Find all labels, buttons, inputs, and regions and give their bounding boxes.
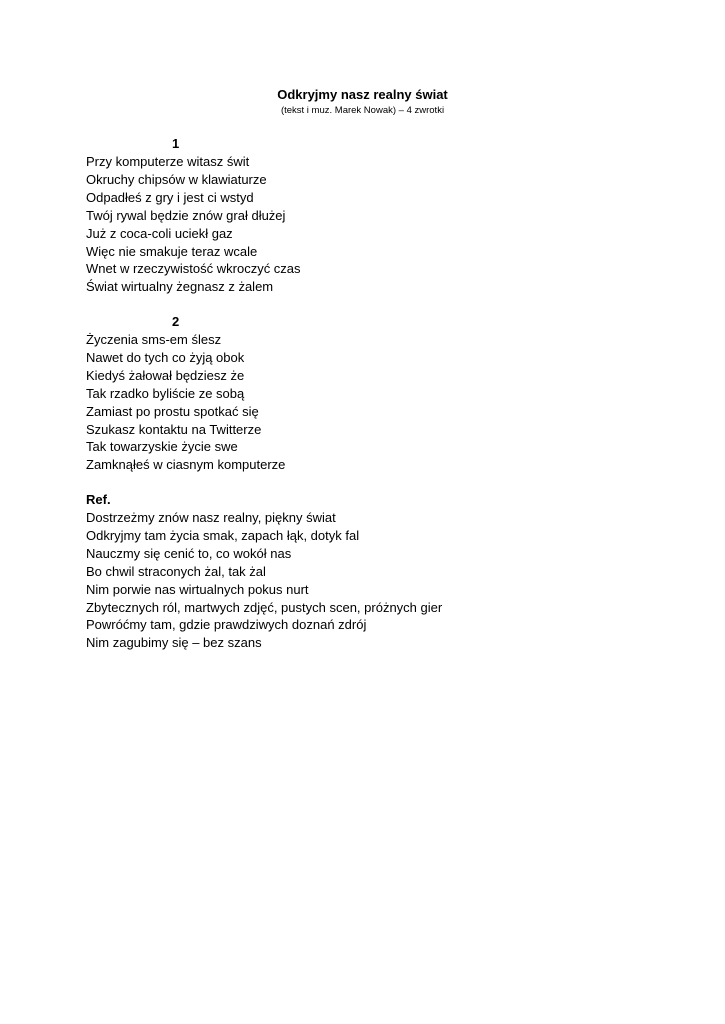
verse-2-heading: 2 bbox=[172, 314, 180, 329]
verse-line: Odpadłeś z gry i jest ci wstyd bbox=[86, 189, 254, 205]
refrain-line: Odkryjmy tam życia smak, zapach łąk, dotyk fal bbox=[86, 527, 360, 543]
verse-line: Szukasz kontaktu na Twitterze bbox=[86, 421, 262, 437]
verse-line: Zamiast po prostu spotkać się bbox=[86, 403, 259, 419]
verse-1-heading: 1 bbox=[172, 136, 180, 151]
verse-line: Okruchy chipsów w klawiaturze bbox=[86, 171, 267, 187]
verse-line: Twój rywal będzie znów grał dłużej bbox=[86, 207, 286, 223]
verse-line: Wnet w rzeczywistość wkroczyć czas bbox=[86, 261, 301, 277]
verse-line: Tak rzadko byliście ze sobą bbox=[86, 385, 245, 401]
verse-line: Kiedyś żałował będziesz że bbox=[86, 367, 245, 383]
refrain-line: Powróćmy tam, gdzie prawdziwych doznań zdrój bbox=[86, 617, 367, 633]
verse-line: Tak towarzyskie życie swe bbox=[86, 439, 238, 455]
verse-line: Nawet do tych co żyją obok bbox=[86, 349, 245, 365]
refrain-heading: Ref. bbox=[86, 492, 111, 507]
verse-1 bbox=[86, 135, 606, 296]
verse-line: Życzenia sms-em ślesz bbox=[86, 332, 222, 347]
song-subtitle: (tekst i muz. Marek Nowak) – 4 zwrotki bbox=[280, 105, 445, 116]
verse-2 bbox=[86, 313, 606, 474]
refrain bbox=[86, 491, 606, 652]
verse-line: Już z coca-coli uciekł gaz bbox=[86, 225, 233, 241]
verse-line: Świat wirtualny żegnasz z żalem bbox=[86, 279, 274, 295]
refrain-line: Nim zagubimy się – bez szans bbox=[86, 635, 262, 651]
refrain-line: Nauczmy się cenić to, co wokół nas bbox=[86, 545, 292, 561]
verse-line: Zamknąłeś w ciasnym komputerze bbox=[86, 457, 286, 473]
refrain-line: Dostrzeżmy znów nasz realny, piękny świat bbox=[86, 510, 336, 525]
refrain-line: Zbytecznych ról, martwych zdjęć, pustych scen, próżnych gier bbox=[86, 599, 443, 615]
verse-line: Przy komputerze witasz świt bbox=[86, 154, 250, 169]
refrain-line: Nim porwie nas wirtualnych pokus nurt bbox=[86, 581, 309, 597]
verse-line: Więc nie smakuje teraz wcale bbox=[86, 243, 258, 259]
refrain-line: Bo chwil straconych żal, tak żal bbox=[86, 563, 266, 579]
song-title: Odkryjmy nasz realny świat bbox=[277, 87, 448, 102]
